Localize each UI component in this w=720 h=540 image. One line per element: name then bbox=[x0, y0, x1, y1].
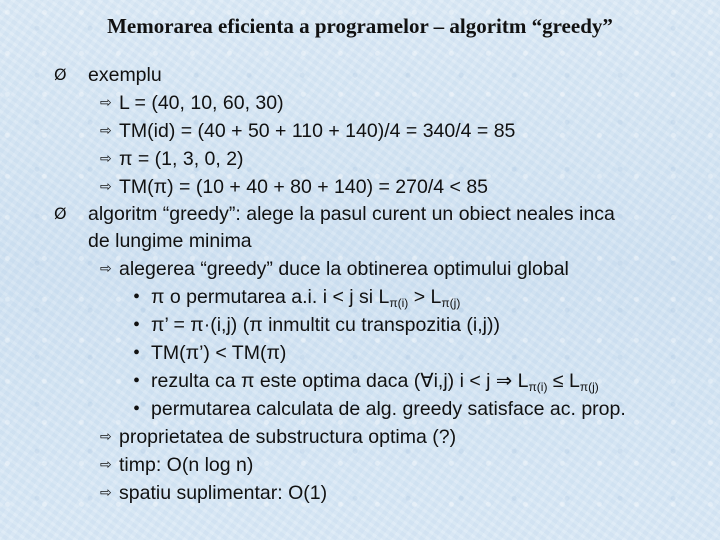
list-item-TM-id: TM(id) = (40 + 50 + 110 + 140)/4 = 340/4 = 85 bbox=[119, 120, 516, 142]
arrow-sub-bullet-icon: ⇨ bbox=[100, 457, 112, 473]
bullet-algoritm-greedy: algoritm “greedy”: alege la pasul curent un obiect neales inca bbox=[88, 203, 615, 225]
dot-item-optima-text: rezulta ca π este optima daca (∀i,j) i < j ⇒ L bbox=[151, 370, 529, 392]
arrow-sub-bullet-icon: ⇨ bbox=[100, 179, 112, 195]
dot-item-permutare-text: π o permutarea a.i. i < j si L bbox=[151, 286, 390, 308]
arrow-sub-bullet-icon: ⇨ bbox=[100, 95, 112, 111]
dot-item-TM-compare: TM(π’) < TM(π) bbox=[151, 342, 287, 364]
dot-bullet-icon: • bbox=[133, 370, 141, 392]
dot-bullet-icon: • bbox=[133, 286, 141, 308]
arrow-bullet-icon: Ø bbox=[54, 204, 67, 223]
dot-bullet-icon: • bbox=[133, 342, 141, 364]
arrow-sub-bullet-icon: ⇨ bbox=[100, 429, 112, 445]
subscript: π(i) bbox=[389, 296, 409, 310]
arrow-bullet-icon: Ø bbox=[54, 65, 67, 84]
dot-item-permutare-mid: > L bbox=[408, 286, 442, 308]
arrow-sub-bullet-icon: ⇨ bbox=[100, 151, 112, 167]
list-item-substructura: proprietatea de substructura optima (?) bbox=[119, 426, 457, 448]
arrow-sub-bullet-icon: ⇨ bbox=[100, 123, 112, 139]
dot-item-optima-mid: ≤ L bbox=[547, 370, 580, 392]
list-item-alegerea: alegerea “greedy” duce la obtinerea optimului global bbox=[119, 258, 569, 280]
dot-item-permutare bbox=[151, 285, 460, 309]
bullet-algoritm-greedy-cont: de lungime minima bbox=[88, 230, 252, 252]
bullet-exemplu: exemplu bbox=[88, 64, 162, 86]
dot-item-greedy-prop: permutarea calculata de alg. greedy satisface ac. prop. bbox=[151, 398, 626, 420]
list-item-timp: timp: O(n log n) bbox=[119, 454, 254, 476]
dot-bullet-icon: • bbox=[133, 314, 141, 336]
subscript: π(i) bbox=[528, 380, 548, 394]
list-item-pi: π = (1, 3, 0, 2) bbox=[119, 148, 244, 170]
arrow-sub-bullet-icon: ⇨ bbox=[100, 261, 112, 277]
list-item-TM-pi: TM(π) = (10 + 40 + 80 + 140) = 270/4 < 85 bbox=[119, 176, 489, 198]
list-item-spatiu: spatiu suplimentar: O(1) bbox=[119, 482, 328, 504]
dot-item-transpozitie: π’ = π·(i,j) (π inmultit cu transpozitia (i,j)) bbox=[151, 314, 500, 336]
list-item-L: L = (40, 10, 60, 30) bbox=[119, 92, 284, 114]
dot-bullet-icon: • bbox=[133, 398, 141, 420]
subscript: π(j) bbox=[441, 296, 461, 310]
dot-item-optima bbox=[151, 369, 599, 393]
subscript: π(j) bbox=[579, 380, 599, 394]
arrow-sub-bullet-icon: ⇨ bbox=[100, 485, 112, 501]
slide-title: Memorarea eficienta a programelor – algoritm “greedy” bbox=[107, 14, 613, 38]
